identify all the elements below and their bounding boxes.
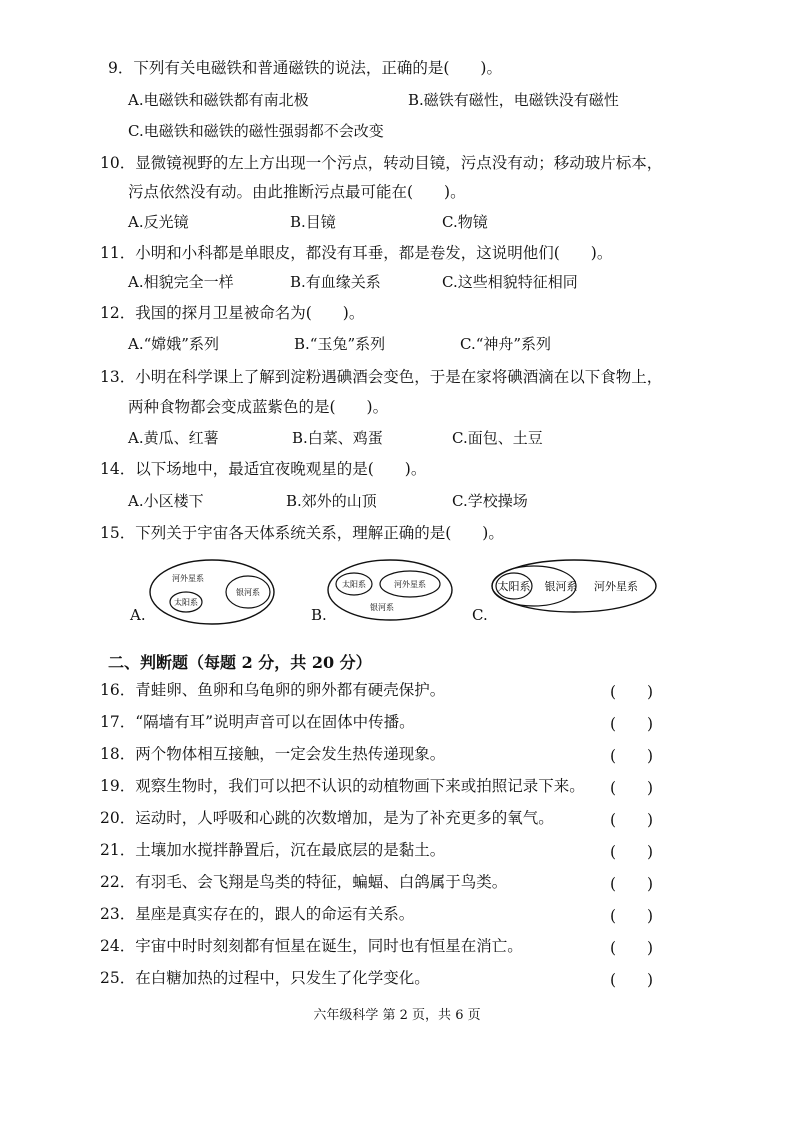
question-9-option-a: A.电磁铁和磁铁都有南北极 <box>128 91 309 109</box>
question-14-option-a: A.小区楼下 <box>128 492 204 510</box>
judge-answer-24: ( ) <box>610 939 654 957</box>
diagram-option-b <box>326 558 456 624</box>
question-10-option-c: C.物镜 <box>442 213 488 231</box>
judge-question-25: 25．在白糖加热的过程中，只发生了化学变化。 <box>100 969 430 987</box>
question-13-option-b: B.白菜、鸡蛋 <box>292 429 383 447</box>
question-11-option-b: B.有血缘关系 <box>290 273 381 291</box>
question-11-stem: 11．小明和小科都是单眼皮，都没有耳垂，都是卷发，这说明他们( )。 <box>100 244 613 262</box>
judge-question-21: 21．土壤加水搅拌静置后，沉在最底层的是黏土。 <box>100 841 446 859</box>
judge-answer-25: ( ) <box>610 971 654 989</box>
diagram-b-outer-label: 银河系 <box>370 603 394 612</box>
diagram-a-outer-label: 河外星系 <box>172 574 204 583</box>
question-9-stem: 9．下列有关电磁铁和普通磁铁的说法，正确的是( )。 <box>108 59 502 77</box>
question-10-option-a: A.反光镜 <box>128 213 189 231</box>
diagram-c-big-label: 河外星系 <box>594 580 638 593</box>
question-14-option-b: B.郊外的山顶 <box>286 492 377 510</box>
judge-question-23: 23．星座是真实存在的，跟人的命运有关系。 <box>100 905 415 923</box>
diagram-option-c <box>490 558 660 614</box>
judge-answer-23: ( ) <box>610 907 654 925</box>
diagram-c-middle-label: 银河系 <box>544 580 578 593</box>
question-12-option-a: A.“嫦娥”系列 <box>128 335 219 353</box>
judge-question-18: 18．两个物体相互接触，一定会发生热传递现象。 <box>100 745 446 763</box>
question-13-option-c: C.面包、土豆 <box>452 429 543 447</box>
judge-question-17: 17．“隔墙有耳”说明声音可以在固体中传播。 <box>100 713 415 731</box>
judge-answer-18: ( ) <box>610 747 654 765</box>
page-footer: 六年级科学 第 2 页，共 6 页 <box>313 1008 481 1023</box>
diagram-b-left-label: 太阳系 <box>342 580 366 589</box>
question-13-stem: 13．小明在科学课上了解到淀粉遇碘酒会变色，于是在家将碘酒滴在以下食物上， <box>100 368 663 386</box>
judge-question-19: 19．观察生物时，我们可以把不认识的动植物画下来或拍照记录下来。 <box>100 777 585 795</box>
question-11-option-c: C.这些相貌特征相同 <box>442 273 578 291</box>
question-14-stem: 14．以下场地中，最适宜夜晚观星的是( )。 <box>100 460 427 478</box>
diagram-option-a <box>148 558 278 628</box>
judge-answer-16: ( ) <box>610 683 654 701</box>
judge-answer-20: ( ) <box>610 811 654 829</box>
diagram-a-inner-label: 太阳系 <box>174 598 198 607</box>
question-12-option-b: B.“玉兔”系列 <box>294 335 386 353</box>
question-10-stem-cont: 污点依然没有动。由此推断污点最可能在( )。 <box>128 183 466 201</box>
diagram-c-small-label: 太阳系 <box>497 580 531 593</box>
question-15-option-c: C. <box>472 606 488 624</box>
question-12-stem: 12．我国的探月卫星被命名为( )。 <box>100 304 365 322</box>
question-11-option-a: A.相貌完全一样 <box>128 273 234 291</box>
question-13-option-a: A.黄瓜、红薯 <box>128 429 219 447</box>
judge-answer-17: ( ) <box>610 715 654 733</box>
diagram-b-right-label: 河外星系 <box>394 580 426 589</box>
question-10-option-b: B.目镜 <box>290 213 336 231</box>
judge-answer-21: ( ) <box>610 843 654 861</box>
question-14-option-c: C.学校操场 <box>452 492 528 510</box>
question-15-stem: 15．下列关于宇宙各天体系统关系，理解正确的是( )。 <box>100 524 504 542</box>
section-2-title: 二、判断题（每题 2 分，共 20 分） <box>108 653 372 672</box>
question-15-option-a: A. <box>130 606 146 624</box>
question-9-option-c: C.电磁铁和磁铁的磁性强弱都不会改变 <box>128 122 384 140</box>
judge-question-22: 22．有羽毛、会飞翔是鸟类的特征，蝙蝠、白鸽属于鸟类。 <box>100 873 508 891</box>
question-12-option-c: C.“神舟”系列 <box>460 335 552 353</box>
judge-question-16: 16．青蛙卵、鱼卵和乌龟卵的卵外都有硬壳保护。 <box>100 681 446 699</box>
question-9-option-b: B.磁铁有磁性，电磁铁没有磁性 <box>408 91 619 109</box>
diagram-a-right-label: 银河系 <box>236 588 260 597</box>
judge-answer-19: ( ) <box>610 779 654 797</box>
judge-question-24: 24．宇宙中时时刻刻都有恒星在诞生，同时也有恒星在消亡。 <box>100 937 523 955</box>
question-13-stem-cont: 两种食物都会变成蓝紫色的是( )。 <box>128 398 389 416</box>
question-15-option-b: B. <box>311 606 327 624</box>
judge-answer-22: ( ) <box>610 875 654 893</box>
judge-question-20: 20．运动时，人呼吸和心跳的次数增加，是为了补充更多的氧气。 <box>100 809 554 827</box>
question-10-stem: 10．显微镜视野的左上方出现一个污点，转动目镜，污点没有动；移动玻片标本， <box>100 154 663 172</box>
